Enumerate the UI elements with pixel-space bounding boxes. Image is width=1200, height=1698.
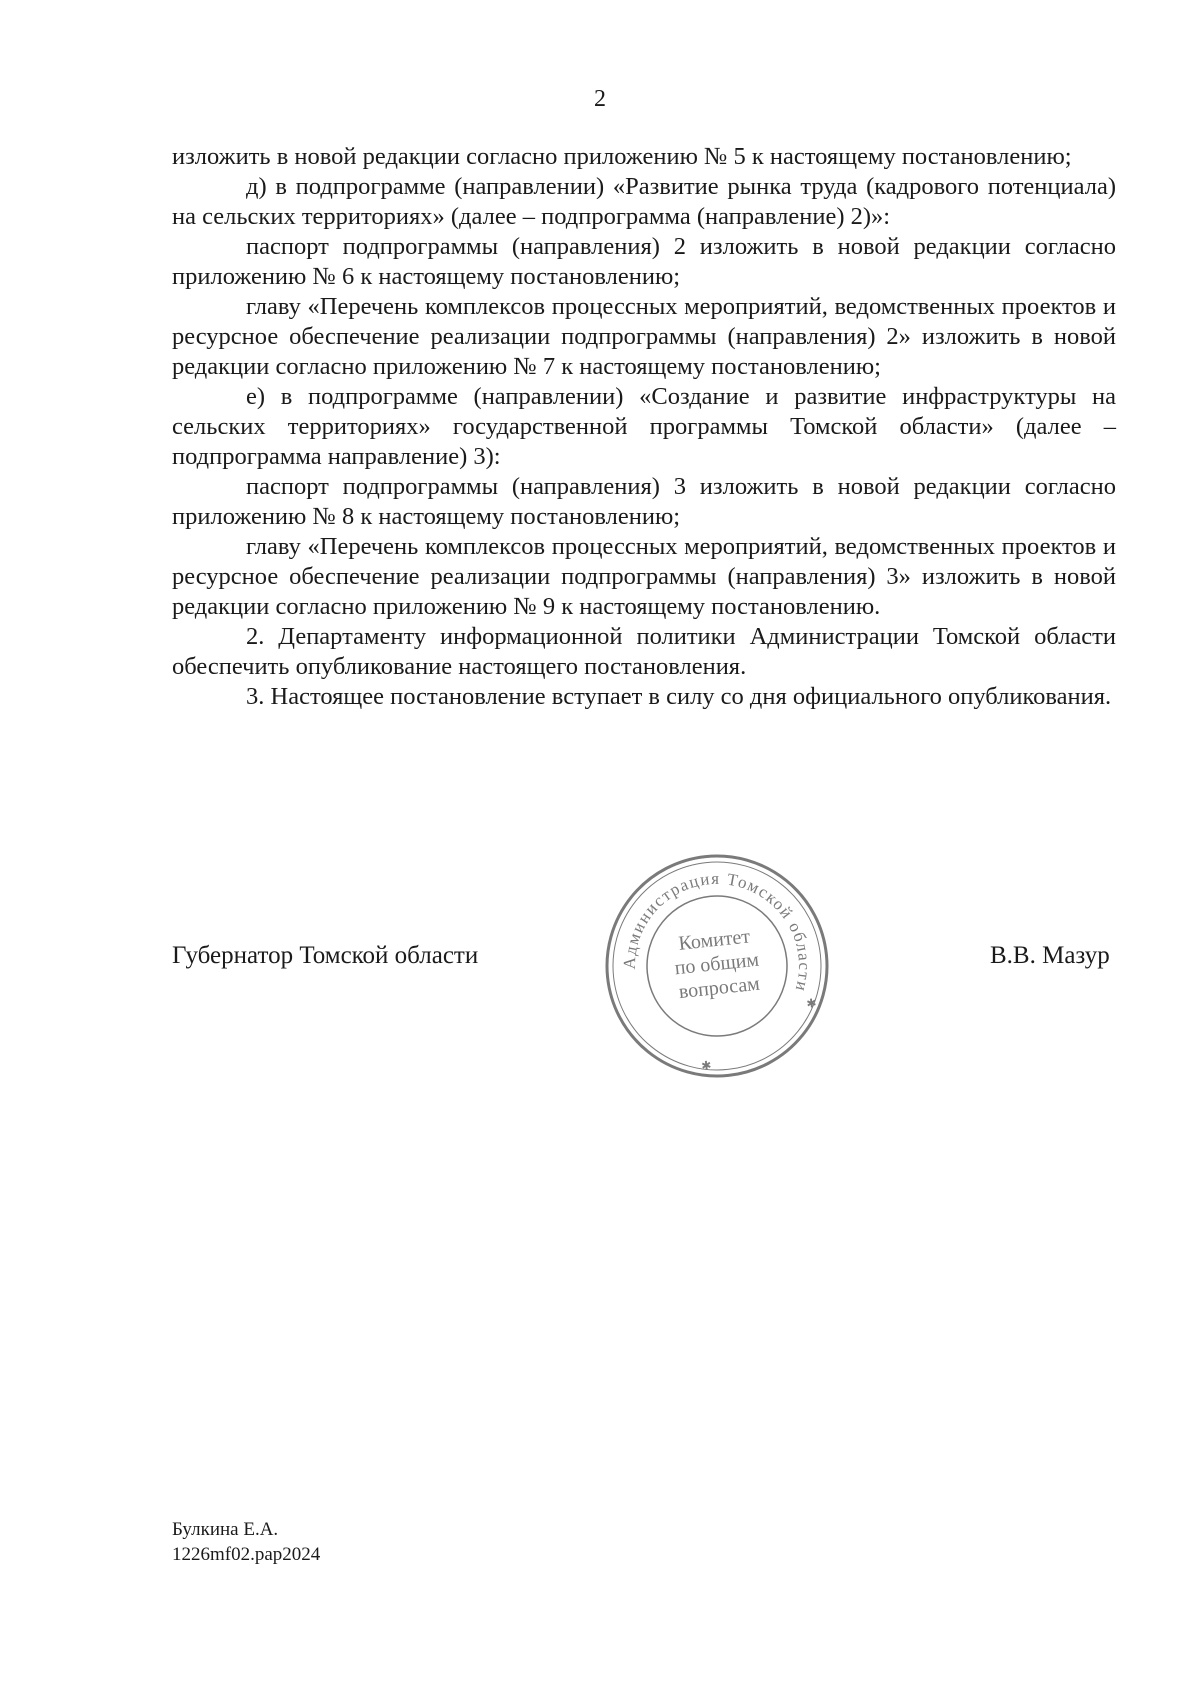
official-seal [590, 839, 845, 1094]
paragraph: 3. Настоящее постановление вступает в силу со дня официального опубликования. [246, 683, 1112, 710]
paragraph: е) в подпрограмме (направлении) «Создание и развитие инфраструктуры на сельских территориях» государственной программы Томской области» (далее – подпрограмма направление) 3): [172, 383, 1116, 470]
seal-star-icon: ✱ [805, 995, 818, 1011]
paragraph: паспорт подпрограммы (направления) 3 изложить в новой редакции согласно приложению № 8 к настоящему постановлению; [172, 473, 1116, 530]
seal-center-line: Комитет [677, 925, 752, 955]
signatory-name: В.В. Мазур [990, 942, 1110, 969]
paragraph: главу «Перечень комплексов процессных мероприятий, ведомственных проектов и ресурсное обеспечение реализации подпрограммы (направления) 2» изложить в новой редакции согласно приложению № 7 к настоящему постановлению; [172, 293, 1116, 380]
signatory-position: Губернатор Томской области [172, 942, 479, 969]
paragraph: главу «Перечень комплексов процессных мероприятий, ведомственных проектов и ресурсное обеспечение реализации подпрограммы (направления) 3» изложить в новой редакции согласно приложению № 9 к настоящему постановлению. [172, 533, 1116, 620]
paragraph: паспорт подпрограммы (направления) 2 изложить в новой редакции согласно приложению № 6 к настоящему постановлению; [172, 233, 1116, 290]
paragraph: 2. Департаменту информационной политики Администрации Томской области обеспечить опубликование настоящего постановления. [172, 623, 1116, 680]
document-footer [172, 1517, 320, 1567]
document-body [172, 142, 1116, 712]
seal-outer-text: Администрация Томской области [619, 868, 815, 995]
seal-center-line: вопросам [677, 972, 761, 1004]
page-number: 2 [594, 86, 606, 112]
seal-center-line: по общим [673, 948, 761, 980]
paragraph: изложить в новой редакции согласно приложению № 5 к настоящему постановлению; [172, 143, 1072, 170]
file-code: 1226mf02.pap2024 [172, 1544, 321, 1565]
seal-star-icon: ✱ [700, 1058, 713, 1074]
paragraph: д) в подпрограмме (направлении) «Развитие рынка труда (кадрового потенциала) на сельских территориях» (далее – подпрограмма (направление) 2)»: [172, 173, 1116, 230]
executor-name: Булкина Е.А. [172, 1519, 279, 1540]
